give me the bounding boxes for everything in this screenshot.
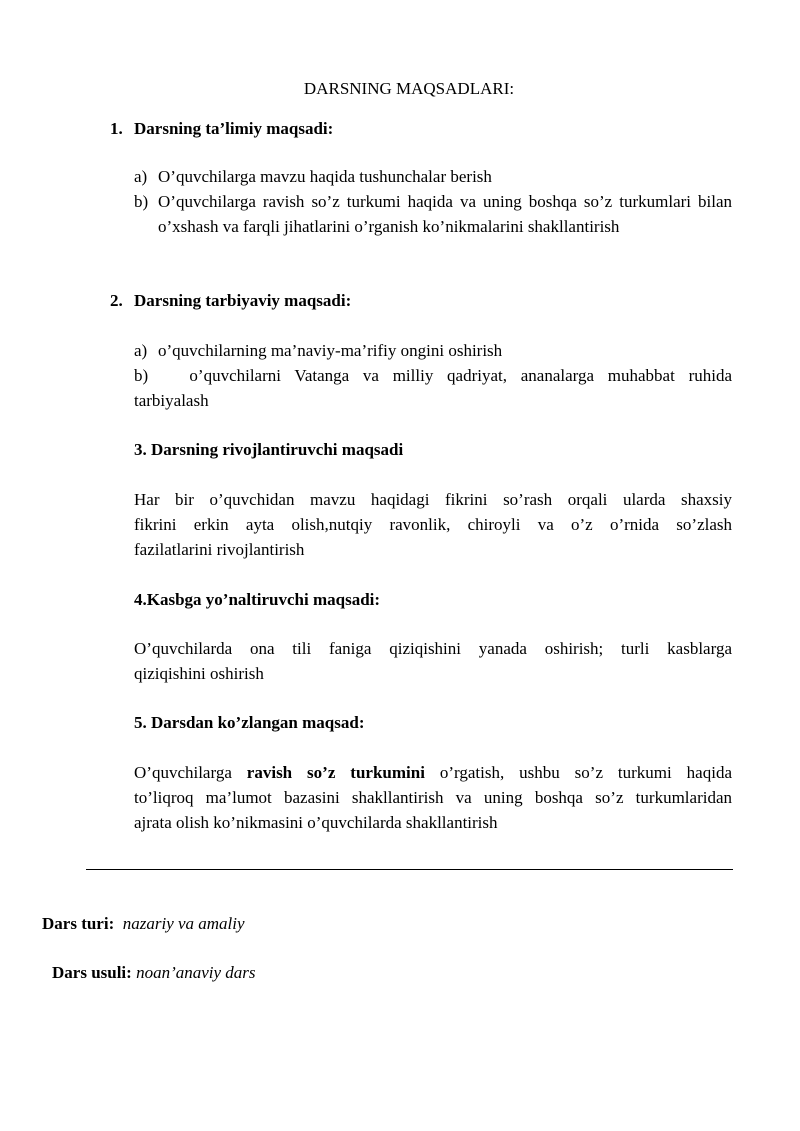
item-text: O’quvchilarga mavzu haqida tushunchalar berish <box>158 167 492 186</box>
item-label: b) <box>134 366 149 385</box>
paragraph-line: to’liqroq ma’lumot bazasini shakllantirish va uning boshqa so’z turkumlaridan <box>134 788 732 807</box>
section-3-paragraph <box>134 487 732 562</box>
section-2-item-b <box>134 363 732 413</box>
paragraph-text: o’rgatish, ushbu so’z turkumi haqida <box>424 763 732 782</box>
item-text-line-2: tarbiyalash <box>134 391 209 410</box>
lesson-method-label: Dars usuli: <box>52 963 132 982</box>
page-title: DARSNING MAQSADLARI: <box>303 79 515 98</box>
item-label: a) <box>134 341 148 360</box>
paragraph-line: fikrini erkin ayta olish,nutqiy ravonlik, chiroyli va o’z o’rnida so’zlash <box>134 515 732 534</box>
lesson-type-value: nazariy va amaliy <box>122 914 245 933</box>
lesson-method-value: noan’anaviy dars <box>136 963 256 982</box>
paragraph-line: fazilatlarini rivojlantirish <box>134 540 305 559</box>
horizontal-divider <box>86 869 733 870</box>
paragraph-line: Har bir o’quvchidan mavzu haqidagi fikrini so’rash orqali ularda shaxsiy <box>134 490 732 509</box>
section-2-title: Darsning tarbiyaviy maqsadi: <box>134 291 352 310</box>
section-1-number: 1. <box>110 119 123 138</box>
section-4-paragraph <box>134 636 732 686</box>
section-3-heading: 3. Darsning rivojlantiruvchi maqsadi <box>134 440 404 459</box>
section-2-number: 2. <box>110 291 123 310</box>
lesson-type <box>42 911 245 936</box>
lesson-method <box>52 960 256 985</box>
lesson-type-label: Dars turi: <box>42 914 115 933</box>
paragraph-line: ajrata olish ko’nikmasini o’quvchilarda shakllantirish <box>134 813 498 832</box>
section-4-heading: 4.Kasbga yo’naltiruvchi maqsadi: <box>134 590 381 609</box>
section-1-heading <box>110 116 333 141</box>
item-label: b) <box>134 192 149 211</box>
item-text: o’quvchilarning ma’naviy-ma’rifiy ongini oshirish <box>158 341 503 360</box>
section-2-heading <box>110 288 351 313</box>
section-1-item-b <box>134 189 732 239</box>
paragraph-line: O’quvchilarda ona tili faniga qiziqishini yanada oshirish; turli kasblarga <box>134 639 732 658</box>
item-label: a) <box>134 167 148 186</box>
item-text-line-1: o’quvchilarni Vatanga va milliy qadriyat, ananalarga muhabbat ruhida <box>189 366 732 385</box>
paragraph-text: O’quvchilarga <box>134 763 247 782</box>
section-5-paragraph <box>134 760 732 835</box>
section-5-heading: 5. Darsdan ko’zlangan maqsad: <box>134 713 365 732</box>
item-text: O’quvchilarga ravish so’z turkumi haqida va uning boshqa so’z turkumlari bilan o’xshash va farqli jihatlarini o’rganish ko’nikmalarini shakllantirish <box>158 192 732 236</box>
paragraph-line: qiziqishini oshirish <box>134 664 264 683</box>
section-1-title: Darsning ta’limiy maqsadi: <box>134 119 334 138</box>
paragraph-emphasis: ravish so’z turkumini <box>246 763 425 782</box>
paragraph-line <box>134 760 732 785</box>
section-1-item-a <box>134 164 492 189</box>
section-2-item-a <box>134 338 502 363</box>
